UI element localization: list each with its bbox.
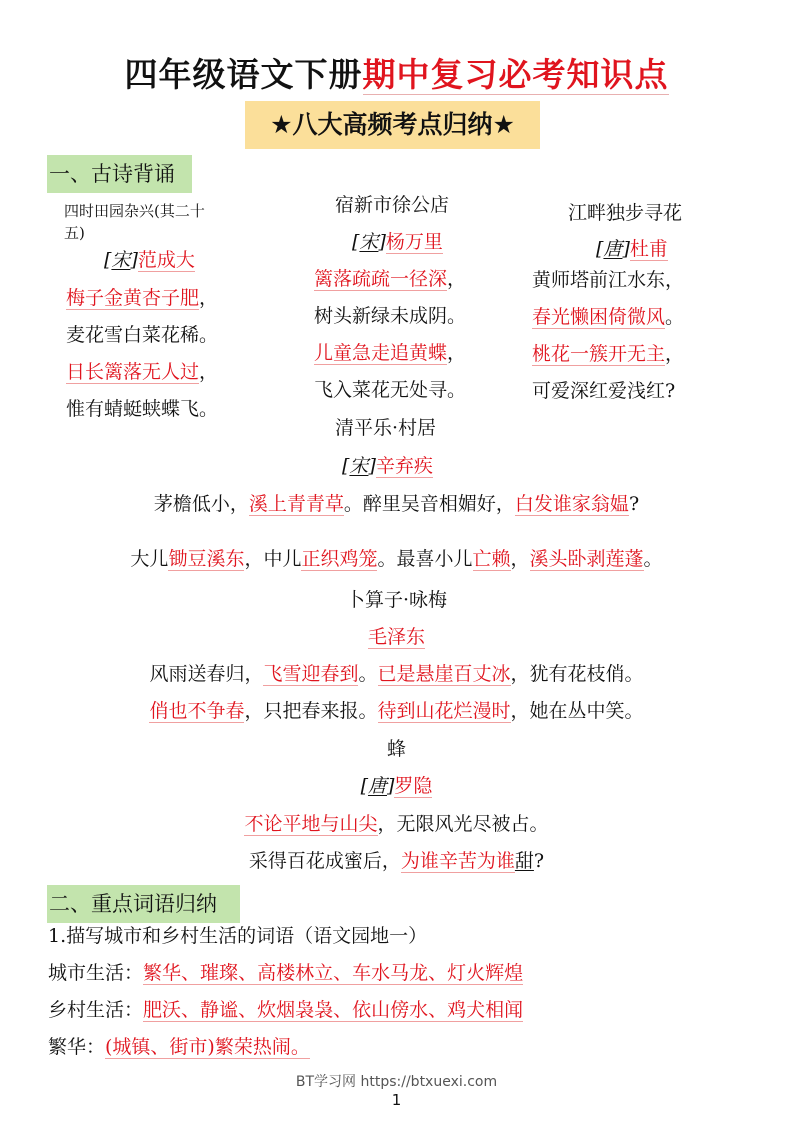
poem2-line-4: 飞入菜花无处寻。 <box>314 379 467 401</box>
subheading-1: 1.描写城市和乡村生活的词语（语文园地一） <box>48 925 428 947</box>
poem1-line-1: 梅子金黄杏子肥， <box>66 287 219 309</box>
poem1-line-4: 惟有蜻蜓蛱蝶飞。 <box>66 398 219 420</box>
city-life-row: 城市生活：繁华、璀璨、高楼林立、车水马龙、灯火辉煌 <box>48 962 524 984</box>
poem3-author: [唐]杜甫 <box>596 238 668 260</box>
poem5-line-2: 俏也不争春，只把春来报。待到山花烂漫时，她在丛中笑。 <box>149 700 644 722</box>
section-heading-2: 二、重点词语归纳 <box>47 885 240 923</box>
poem6-line-2: 采得百花成蜜后，为谁辛苦为谁甜? <box>248 850 545 872</box>
poem2-line-1: 篱落疏疏一径深， <box>314 268 467 290</box>
poem2-author: [宋]杨万里 <box>352 231 443 253</box>
page-title <box>0 52 793 98</box>
poem4-title: 清平乐·村居 <box>335 417 437 439</box>
poem5-author: 毛泽东 <box>367 626 425 648</box>
poem3-line-1: 黄师塔前江水东， <box>532 269 685 291</box>
poem2-title: 宿新市徐公店 <box>335 194 450 216</box>
page-number: 1 <box>391 1091 402 1109</box>
village-life-row: 乡村生活：肥沃、静谧、炊烟袅袅、依山傍水、鸡犬相闻 <box>48 999 524 1021</box>
poem5-line-1: 风雨送春归，飞雪迎春到。已是悬崖百丈冰，犹有花枝俏。 <box>149 663 644 685</box>
poem3-line-4: 可爱深红爱浅红? <box>532 380 676 402</box>
poem1-author: [宋]范成大 <box>104 249 195 271</box>
poem1-line-3: 日长篱落无人过， <box>66 361 219 383</box>
title-black: 四年级语文下册 <box>124 55 363 94</box>
poem2-line-3: 儿童急走追黄蝶， <box>314 342 467 364</box>
poem5-title: 卜算子·咏梅 <box>345 589 448 611</box>
poem3-line-2: 春光懒困倚微风。 <box>532 306 685 328</box>
fanhua-definition-row: 繁华：(城镇、街市)繁荣热闹。 <box>48 1036 310 1058</box>
subtitle-banner: ★八大高频考点归纳★ <box>245 101 540 149</box>
section-heading-1: 一、古诗背诵 <box>47 155 192 193</box>
poem3-line-3: 桃花一簇开无主， <box>532 343 685 365</box>
poem1-title: 四时田园杂兴(其二十 五) <box>64 202 205 242</box>
poem6-line-1: 不论平地与山尖，无限风光尽被占。 <box>244 813 549 835</box>
poem4-author: [宋]辛弃疾 <box>342 455 433 477</box>
footer-site: BT学习网 https://btxuexi.com <box>295 1074 498 1090</box>
poem4-line-2: 大儿锄豆溪东，中儿正织鸡笼。最喜小儿亡赖，溪头卧剥莲蓬。 <box>130 548 663 570</box>
poem4-line-1: 茅檐低小，溪上青青草。醉里吴音相媚好，白发谁家翁媪? <box>153 493 640 515</box>
title-red: 期中复习必考知识点 <box>362 55 669 94</box>
poem6-title: 蜂 <box>386 738 406 760</box>
poem2-line-2: 树头新绿未成阴。 <box>314 305 467 327</box>
poem6-author: [唐]罗隐 <box>360 775 433 797</box>
poem1-line-2: 麦花雪白菜花稀。 <box>66 324 219 346</box>
poem3-title: 江畔独步寻花 <box>568 202 683 224</box>
